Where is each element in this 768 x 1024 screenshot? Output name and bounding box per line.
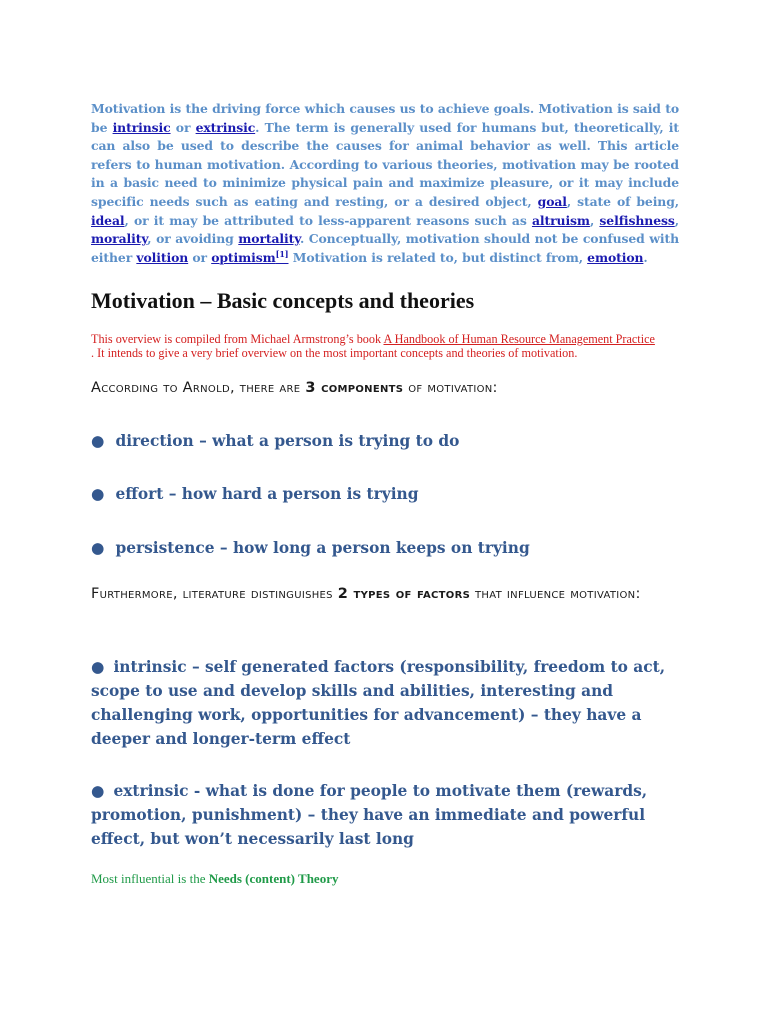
list-item <box>91 432 459 450</box>
factors-heading <box>91 582 691 606</box>
note-text: . It intends to give a very brief overview on the most important concepts and theories of motivation. <box>91 346 578 360</box>
section-heading: Motivation – Basic concepts and theories <box>91 288 475 313</box>
list-item <box>91 485 419 503</box>
intro-text: . The term is generally used for humans but, theoretically, it can also be used to describe the causes for animal behavior as well. This article refers to human motivation. According to various theories, motivation may be rooted in a basic need to minimize physical pain and maximize pleasure, or it may include specific needs such as eating and resting, or a desired object, <box>91 119 679 209</box>
footer-emphasis: Needs (content) Theory <box>208 871 339 886</box>
link-emotion[interactable]: emotion <box>587 249 644 265</box>
intro-text: Motivation is related to, but distinct from, <box>288 249 588 265</box>
link-intrinsic[interactable]: intrinsic <box>112 119 171 135</box>
list-item <box>91 779 691 851</box>
list-item <box>91 655 691 751</box>
bullet-icon: ● <box>91 782 105 800</box>
intro-text: Motivation is the driving force which causes us to achieve goals. Motivation is said to be <box>91 101 679 135</box>
link-ideal[interactable]: ideal <box>91 212 125 228</box>
list-item-text: persistence – how long a person keeps on trying <box>115 539 530 557</box>
heading-emphasis: 3 components <box>305 380 404 396</box>
intro-text: or <box>188 249 212 265</box>
list-item <box>91 539 530 557</box>
intro-text: or <box>170 119 196 135</box>
bullet-icon: ● <box>91 658 105 676</box>
heading-text: According to Arnold, there are <box>91 380 306 396</box>
link-volition[interactable]: volition <box>136 249 189 265</box>
list-item-text: effort – how hard a person is trying <box>115 485 419 503</box>
heading-text: of motivation: <box>403 380 498 396</box>
intro-text: , or avoiding <box>147 231 239 247</box>
link-extrinsic[interactable]: extrinsic <box>195 119 256 135</box>
list-item-text: direction – what a person is trying to do <box>115 432 460 450</box>
heading-text: Furthermore, literature distinguishes <box>91 586 338 602</box>
list-item-text: extrinsic - what is done for people to motivate them (rewards, promotion, punishment) – they have an immediate and powerful effect, but won’t necessarily last long <box>91 782 648 848</box>
heading-emphasis: 2 types of factors <box>337 586 471 602</box>
footer-line <box>91 871 338 887</box>
link-altruism[interactable]: altruism <box>531 212 590 228</box>
components-heading <box>91 380 498 396</box>
bullet-icon: ● <box>91 432 105 450</box>
intro-text: . <box>643 249 648 265</box>
intro-text: . Conceptually, motivation should not be confused with either <box>91 231 680 265</box>
bullet-icon: ● <box>91 539 105 557</box>
footnote-marker: [1] <box>275 248 289 259</box>
intro-paragraph <box>91 100 679 267</box>
note-text: This overview is compiled from Michael Armstrong’s book <box>91 332 384 346</box>
intro-text: , or it may be attributed to less-apparent reasons such as <box>124 212 532 228</box>
source-note <box>91 332 691 360</box>
footnote-link[interactable] <box>276 250 289 265</box>
link-mortality[interactable]: mortality <box>238 231 300 247</box>
intro-text: , <box>589 212 600 228</box>
link-goal[interactable]: goal <box>537 193 567 209</box>
link-selfishness[interactable]: selfishness <box>599 212 675 228</box>
document-page <box>91 100 680 886</box>
intro-text: , state of being, <box>566 193 679 209</box>
intro-text: , <box>674 212 679 228</box>
list-item-text: intrinsic – self generated factors (responsibility, freedom to act, scope to use and develop skills and abilities, interesting and challenging work, opportunities for advancement) – they have a deeper and longer-term effect <box>91 658 666 748</box>
footer-text: Most influential is the <box>91 871 209 886</box>
bullet-icon: ● <box>91 485 105 503</box>
book-link[interactable]: A Handbook of Human Resource Management Practice <box>383 332 655 346</box>
heading-text: that influence motivation: <box>470 586 641 602</box>
link-morality[interactable]: morality <box>91 231 148 247</box>
link-optimism[interactable]: optimism <box>211 249 276 265</box>
